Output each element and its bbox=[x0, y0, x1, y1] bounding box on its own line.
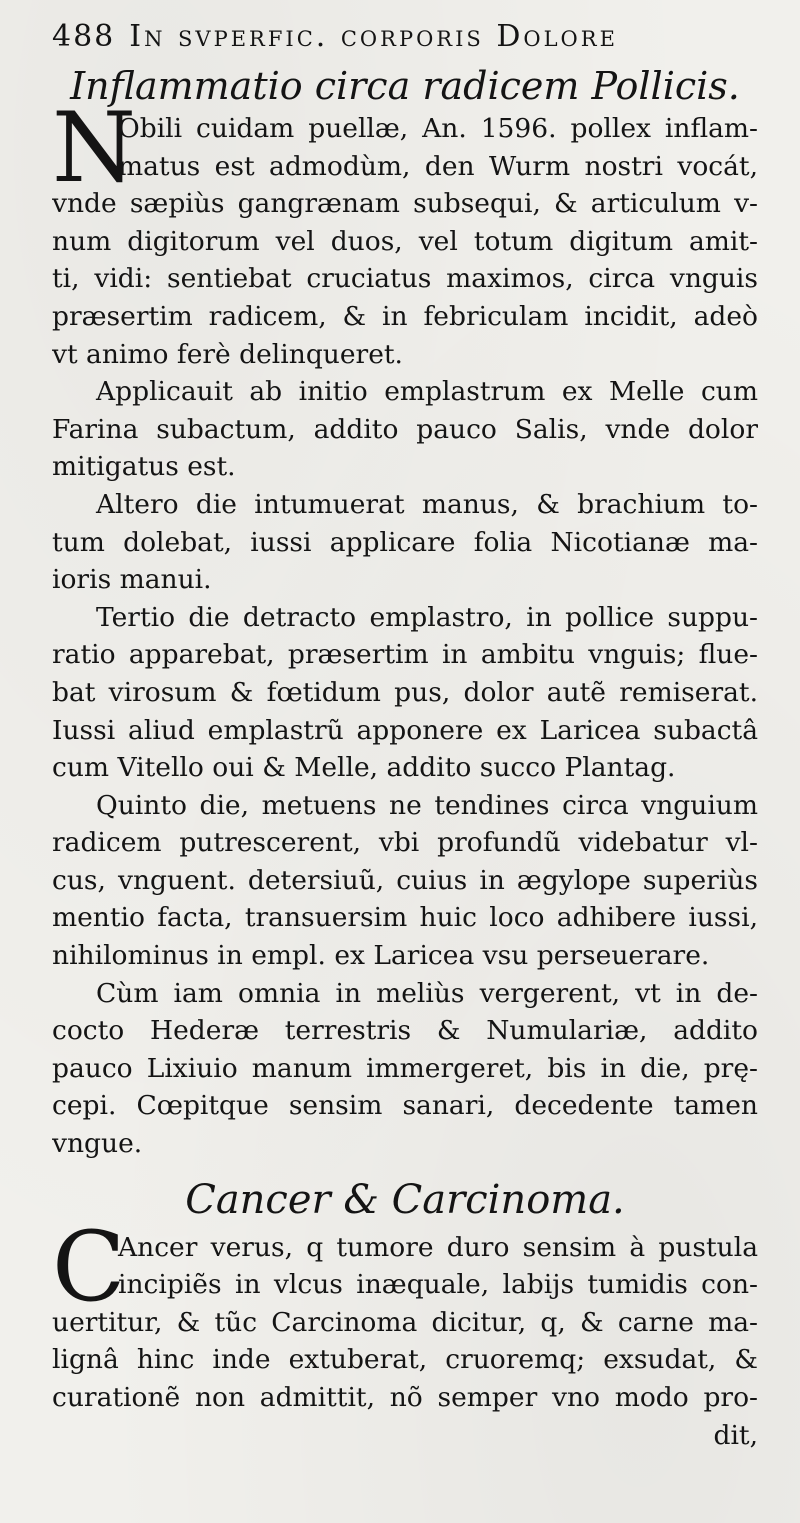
text-line: vt animo ferè delinqueret. bbox=[52, 338, 403, 370]
text-line: dit, bbox=[713, 1419, 758, 1451]
text-line: ioris manui. bbox=[52, 564, 212, 596]
text-line: Cùm iam omnia in meliùs vergerent, vt in de- bbox=[96, 977, 758, 1009]
text-line: matus est admodùm, den Wurm nostri vocát, bbox=[118, 150, 758, 182]
text-line: bat virosum & fœtidum pus, dolor autẽ remiserat. bbox=[52, 676, 758, 708]
text-line: mentio facta, transuersim huic loco adhibere iussi, bbox=[52, 902, 758, 934]
text-line: Altero die intumuerat manus, & brachium to- bbox=[96, 488, 758, 520]
running-head bbox=[52, 12, 758, 62]
section-title-inflammatio: Inflammatio circa radicem Pollicis. bbox=[70, 64, 740, 108]
text-line: Applicauit ab initio emplastrum ex Melle cum bbox=[96, 376, 758, 408]
running-title: In svperfic. corporis Dolore bbox=[129, 19, 618, 54]
text-line: præsertim radicem, & in febriculam incidit, adeò bbox=[52, 300, 758, 332]
text-line: num digitorum vel duos, vel totum digitum amit- bbox=[52, 225, 758, 257]
text-line: Obili cuidam puellæ, An. 1596. pollex inflam- bbox=[118, 113, 758, 144]
text-line: curationẽ non admittit, nõ semper vno modo pro- bbox=[52, 1382, 758, 1413]
text-line: cepi. Cœpitque sensim sanari, decedente tamen bbox=[52, 1090, 758, 1122]
text-line: Iussi aliud emplastrũ apponere ex Laricea subactâ bbox=[52, 714, 758, 746]
text-line: cum Vitello oui & Melle, addito succo Plantag. bbox=[52, 752, 676, 784]
text-line: Farina subactum, addito pauco Salis, vnde dolor bbox=[52, 413, 758, 445]
text-line: pauco Lixiuio manum immergeret, bis in die, prę- bbox=[52, 1052, 758, 1084]
text-line: tum dolebat, iussi applicare folia Nicotianæ ma- bbox=[52, 526, 758, 558]
text-line: radicem putrescerent, vbi profundũ videbatur vl- bbox=[52, 827, 758, 859]
text-line: cus, vnguent. detersiuũ, cuius in ægylope superiùs bbox=[52, 864, 758, 896]
section-title-cancer: Cancer & Carcinoma. bbox=[185, 1176, 625, 1223]
text-line: lignâ hinc inde extuberat, cruoremq; exsudat, & bbox=[52, 1344, 758, 1376]
text-line: uertitur, & tũc Carcinoma dicitur, q, & carne ma- bbox=[52, 1306, 758, 1338]
drop-cap: C bbox=[52, 1210, 126, 1323]
text-line: mitigatus est. bbox=[52, 451, 236, 483]
text-line: incipiẽs in vlcus inæquale, labijs tumidis con- bbox=[118, 1269, 758, 1301]
text-line: Ancer verus, q tumore duro sensim à pustula bbox=[118, 1231, 758, 1263]
text-line: ti, vidi: sentiebat cruciatus maximos, circa vnguis bbox=[52, 263, 758, 295]
text-line: Quinto die, metuens ne tendines circa vnguium bbox=[96, 789, 758, 821]
text-line: vnde sæpiùs gangrænam subsequi, & articulum v- bbox=[52, 188, 758, 220]
text-line: Tertio die detracto emplastro, in pollice suppu- bbox=[96, 601, 758, 633]
text-line: cocto Hederæ terrestris & Numulariæ, addito bbox=[52, 1015, 758, 1047]
drop-cap: N bbox=[52, 92, 136, 204]
text-line: nihilominus in empl. ex Laricea vsu perseuerare. bbox=[52, 940, 710, 972]
page-number: 488 bbox=[52, 19, 116, 54]
text-line: ratio apparebat, præsertim in ambitu vnguis; flue- bbox=[52, 639, 758, 671]
text-line: vngue. bbox=[52, 1128, 143, 1160]
